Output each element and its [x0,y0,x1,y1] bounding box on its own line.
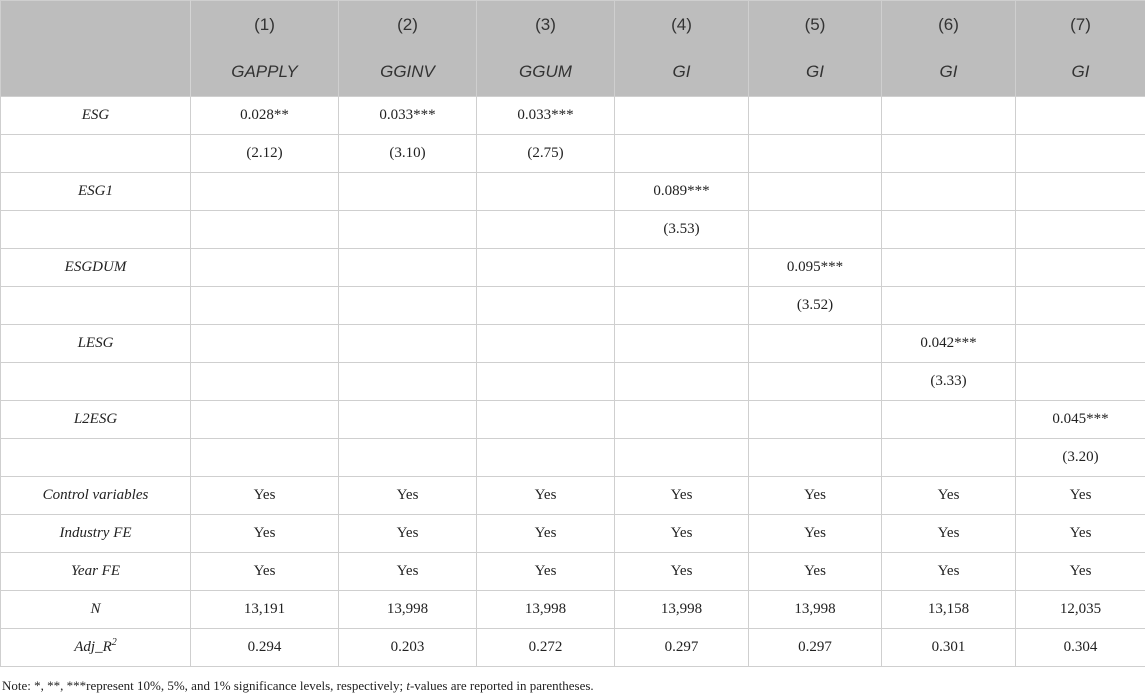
table-cell [477,401,615,439]
dependent-variable: GAPPLY [191,48,339,97]
table-row [1,287,1145,325]
table-row [1,211,1145,249]
table-cell: (3.20) [1016,439,1145,477]
table-cell [749,135,882,173]
table-cell: Yes [1016,553,1145,591]
row-label [1,249,191,287]
table-note [2,678,594,694]
table-cell [749,363,882,401]
table-cell: 0.042*** [882,325,1016,363]
table-cell [1016,211,1145,249]
table-cell [882,287,1016,325]
table-row [1,629,1145,667]
table-cell: Yes [191,515,339,553]
column-number: (6) [882,1,1016,49]
dependent-variable: GGUM [477,48,615,97]
table-cell: 13,998 [477,591,615,629]
table-cell [749,401,882,439]
row-label [1,325,191,363]
row-label-text: Industry FE [59,525,132,541]
table-cell [749,97,882,135]
table-cell: 0.089*** [615,173,749,211]
table-cell: 0.301 [882,629,1016,667]
row-label [1,363,191,401]
table-cell [882,173,1016,211]
table-cell [339,287,477,325]
table-cell: Yes [882,553,1016,591]
table-cell: 13,998 [749,591,882,629]
table-cell: (3.53) [615,211,749,249]
row-label-text: Control variables [42,487,149,503]
header-corner-cell [1,1,191,97]
column-number: (1) [191,1,339,49]
column-number: (4) [615,1,749,49]
table-row [1,553,1145,591]
table-cell [615,97,749,135]
table-cell [615,439,749,477]
table-cell [339,363,477,401]
table-cell: (2.12) [191,135,339,173]
table-row [1,515,1145,553]
table-cell [339,249,477,287]
row-label [1,287,191,325]
dependent-variable: GI [1016,48,1145,97]
table-cell: 13,998 [615,591,749,629]
row-label [1,135,191,173]
table-cell: Yes [615,553,749,591]
row-label-text: N [90,601,101,617]
table-cell [477,249,615,287]
table-row [1,173,1145,211]
dependent-variable: GI [882,48,1016,97]
table-cell [882,249,1016,287]
table-cell: Yes [477,553,615,591]
table-cell: 0.297 [615,629,749,667]
row-label-text: ESG [81,107,110,123]
table-cell [191,325,339,363]
table-cell: Yes [749,515,882,553]
table-cell: (3.52) [749,287,882,325]
row-label-text: ESG1 [78,183,113,199]
table-cell [191,401,339,439]
table-cell [339,325,477,363]
row-label-text: L2ESG [73,411,118,427]
table-cell [1016,135,1145,173]
table-cell: 13,158 [882,591,1016,629]
table-cell: 0.297 [749,629,882,667]
column-number: (2) [339,1,477,49]
table-cell [749,211,882,249]
table-row [1,401,1145,439]
row-label [1,515,191,553]
table-cell: Yes [339,515,477,553]
table-cell [615,325,749,363]
table-cell: Yes [615,515,749,553]
table-cell [615,287,749,325]
dependent-variable: GI [749,48,882,97]
table-cell [749,173,882,211]
table-row [1,325,1145,363]
table-cell [615,363,749,401]
row-label [1,439,191,477]
table-cell: Yes [477,477,615,515]
table-cell: 0.294 [191,629,339,667]
table-row [1,591,1145,629]
row-label-superscript: 2 [111,637,117,648]
row-label-text: ESGDUM [64,259,127,275]
table-cell: Yes [477,515,615,553]
note-t: t [406,678,410,693]
table-cell: Yes [615,477,749,515]
row-label-text: Adj_R [74,639,112,655]
table-cell: 0.033*** [339,97,477,135]
row-label [1,629,191,667]
table-cell [1016,363,1145,401]
row-label [1,173,191,211]
table-cell [477,173,615,211]
table-cell [191,211,339,249]
table-cell: 0.045*** [1016,401,1145,439]
table-cell: Yes [749,553,882,591]
table-body [1,97,1145,667]
table-cell: (3.10) [339,135,477,173]
table-cell: Yes [749,477,882,515]
table-cell: Yes [882,477,1016,515]
table-cell: Yes [339,553,477,591]
table-cell [749,439,882,477]
note-prefix: Note: *, **, ***represent 10%, 5%, and 1% significance levels, respectively; [2,678,407,693]
table-cell [882,97,1016,135]
column-number: (7) [1016,1,1145,49]
column-number-row [1,1,1145,49]
table-row [1,135,1145,173]
row-label-text: LESG [77,335,114,351]
table-cell [477,211,615,249]
table-cell: Yes [1016,477,1145,515]
table-cell: Yes [191,553,339,591]
table-cell [191,249,339,287]
table-cell: 0.095*** [749,249,882,287]
table-cell [882,401,1016,439]
table-cell [1016,249,1145,287]
row-label [1,401,191,439]
table-cell [191,287,339,325]
table-header [1,1,1145,97]
table-cell [1016,97,1145,135]
table-cell [191,439,339,477]
table-cell [339,211,477,249]
row-label [1,553,191,591]
column-number: (3) [477,1,615,49]
table-row [1,97,1145,135]
table-cell [882,211,1016,249]
dependent-variable: GGINV [339,48,477,97]
table-cell: Yes [1016,515,1145,553]
dependent-variable: GI [615,48,749,97]
table-cell: (3.33) [882,363,1016,401]
table-cell [477,439,615,477]
table-cell: 12,035 [1016,591,1145,629]
table-row [1,363,1145,401]
table-cell [339,173,477,211]
table-cell [1016,325,1145,363]
table-cell: Yes [339,477,477,515]
table-cell: 13,191 [191,591,339,629]
table-cell: 13,998 [339,591,477,629]
table-cell: 0.033*** [477,97,615,135]
table-cell: (2.75) [477,135,615,173]
table-cell [1016,287,1145,325]
table-cell: Yes [191,477,339,515]
table-cell [615,135,749,173]
row-label [1,477,191,515]
table-cell [1016,173,1145,211]
row-label [1,211,191,249]
table-cell [615,401,749,439]
table-cell [882,439,1016,477]
table-row [1,439,1145,477]
table-cell [191,173,339,211]
table-cell [749,325,882,363]
table-cell: 0.028** [191,97,339,135]
table-cell: Yes [882,515,1016,553]
row-label-text: Year FE [70,563,121,579]
table-cell [339,401,477,439]
row-label [1,97,191,135]
table-cell [477,287,615,325]
table-cell [615,249,749,287]
table-cell [477,325,615,363]
table-cell [477,363,615,401]
table-cell: 0.203 [339,629,477,667]
table-cell [882,135,1016,173]
table-cell: 0.304 [1016,629,1145,667]
table-row [1,477,1145,515]
note-suffix: -values are reported in parentheses. [409,678,594,693]
table-cell: 0.272 [477,629,615,667]
table-row [1,249,1145,287]
table-cell [339,439,477,477]
row-label [1,591,191,629]
table-cell [191,363,339,401]
column-number: (5) [749,1,882,49]
